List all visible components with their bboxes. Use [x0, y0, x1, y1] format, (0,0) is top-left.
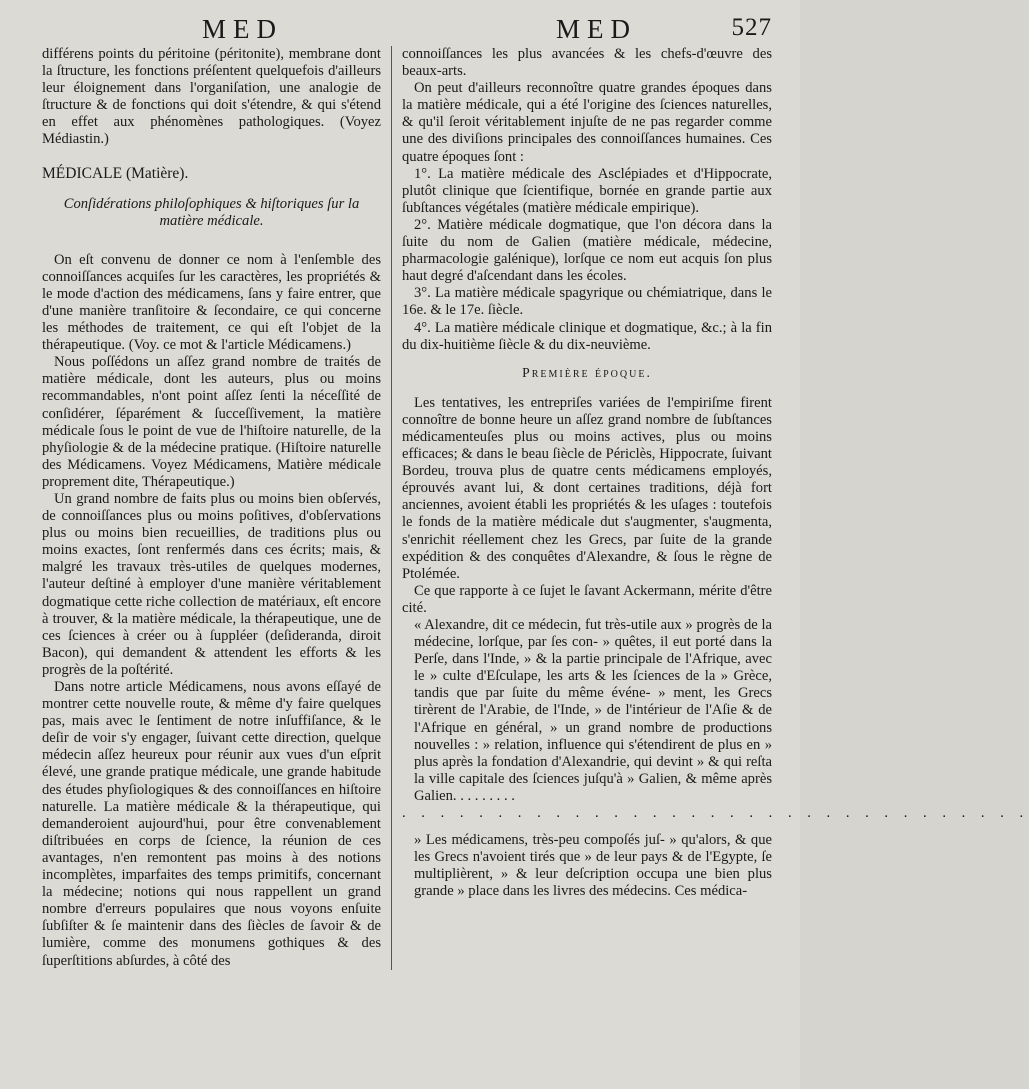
header-left: MED: [202, 14, 283, 44]
paragraph: Un grand nombre de faits plus ou moins bien obſervés, de connoiſſances plus ou moins poſitives, d'obſervations plus ou moins bien recueillies, de traditions plus ou moins exactes, ſont renfermés dans ces écrits; mais, & malgré les travaux très-utiles de quelques modernes, l'auteur deſtiné à employer d'une manière véritablement dogmatique cette riche collection de matériaux, eſt encore à trouver, & la matière médicale, la thérapeutique, une de ces ſciences à créer ou à ſuppléer (deſideranda, diroit Bacon), qui demandent & attendent les efforts & les progrès de la poſtérité.: [42, 490, 381, 678]
section-title: MÉDICALE (Matière).: [42, 164, 189, 182]
paragraph: On eſt convenu de donner ce nom à l'enſemble des connoiſſances acquiſes ſur les caractères, les propriétés & le mode d'action des médicamens, ſans y faire entrer, que d'une manière tranſitoire & ſecondaire, ce qui concerne les méthodes de traitement, ce qui eſt l'objet de la thérapeutique. (Voy. ce mot & l'article Médicamens.): [42, 251, 381, 354]
epoch-item: 4°. La matière médicale clinique et dogmatique, &c.; à la fin du dix-huitième ſiècle & du dix-neuvième.: [402, 319, 772, 353]
left-column: [42, 46, 391, 970]
epoch-item: 3°. La matière médicale spagyrique ou chémiatrique, dans le 16e. & le 17e. ſiècle.: [402, 285, 772, 319]
section-subtitle: Conſidérations philoſophiques & hiſtoriques ſur la matière médicale.: [63, 195, 360, 229]
epoch-item: 2°. Matière médicale dogmatique, que l'on décora dans la ſuite du nom de Galien (matière médicale, médecine, pharmacologie galénique), lorſque ce nom eut acquis ſon plus haut degré d'aſcendant dans les écoles.: [402, 216, 772, 285]
paragraph: différens points du péritoine (péritonite), membrane dont la ſtructure, les fonctions préſentent quelquefois d'ailleurs leur éloignement dans l'organiſation, une analogie de ſtructure & de fonctions qui doit s'étendre, & qui s'étend en effet aux phénomènes pathologiques. (Voyez Médiastin.): [42, 46, 381, 148]
running-header: [42, 12, 772, 46]
paragraph: Ce que rapporte à ce ſujet le ſavant Ackermann, mérite d'être cité.: [402, 582, 772, 616]
epoch-item: 1°. La matière médicale des Asclépiades et d'Hippocrate, plutôt clinique que ſcientifique, bornée en grande partie aux ſubſtances végétales (matière médicale empirique).: [402, 165, 772, 216]
paragraph: connoiſſances les plus avancées & les chefs-d'œuvre des beaux-arts.: [402, 46, 772, 80]
epoch-heading: Première époque.: [522, 364, 652, 380]
ellipsis-line: . . . . . . . . . . . . . . . . . . . . . . . . . . . . . . . . .: [402, 805, 1029, 822]
spacer: [402, 822, 772, 832]
quotation: » Les médicamens, très-peu compoſés juſ- » qu'alors, & que les Grecs n'avoient tirés que » de leur pays & de l'Egypte, ſe multiplièrent, » & leur deſcription occupa une bien plus grande » place dans les livres des médecins. Ces médica-: [414, 832, 772, 900]
paragraph: Nous poſſédons un aſſez grand nombre de traités de matière médicale, dont les auteurs, plus ou moins recommandables, n'ont point aſſez ſenti la néceſſité de conſidérer, ſéparément & ſucceſſivement, la matière médicale ſous le point de vue de l'hiſtoire naturelle, de la phyſiologie & de la médecine pratique. (Hiſtoire naturelle des Médicamens. Voyez Médicamens, Matière médicale proprement dite, Thérapeutique.): [42, 354, 381, 490]
quotation: « Alexandre, dit ce médecin, fut très-utile aux » progrès de la médecine, lorſque, par ſes con- » quêtes, il eut porté dans la Perſe, dans l'Inde, » & la partie principale de l'Afrique, avec le » culte d'Eſculape, les arts & les ſciences de la » Grèce, tandis que par ſuite du même événe- » ment, les Grecs tirèrent de l'Arabie, de l'Inde, » de l'intérieur de l'Aſie & de l'Afrique en général, » un grand nombre de productions nouvelles : » relation, influence qui s'étendirent de plus en » plus après la fondation d'Alexandrie, qui devint » & qui reſta la ville capitale des ſciences juſqu'à » Galien, & même après Galien. . . . . . . . .: [414, 617, 772, 804]
paragraph: On peut d'ailleurs reconnoître quatre grandes époques dans la matière médicale, qui a été l'origine des ſciences naturelles, & qu'il ſeroit véritablement injuſte de ne pas regarder comme une des diviſions principales des connoiſſances humaines. Ces quatre époques ſont :: [402, 80, 772, 165]
header-right: MED: [556, 14, 637, 44]
two-column-body: [42, 46, 1029, 970]
right-column: [392, 46, 1029, 970]
page-number: 527: [731, 14, 772, 41]
paragraph: Dans notre article Médicamens, nous avons eſſayé de montrer cette nouvelle route, & même d'y faire quelques pas, mais avec le ſentiment de notre inſuffiſance, & le deſir de voir s'y engager, ſuivant cette direction, quelque médecin aſſez heureux pour réunir aux vues d'un eſprit élevé, une grande pratique médicale, une grande habitude des études phyſiologiques & des connoiſſances en hiſtoire naturelle. La matière médicale & la thérapeutique, qui demanderoient aujourd'hui, pour être convenablement diſtribuées en corps de ſcience, la réunion de ces avantages, n'en remontent pas moins à des notions incomplètes, imparfaites des temps primitifs, concernant la médecine; notions qui nous rappellent un grand nombre d'erreurs populaires que nous voyons enſuite ſubſiſter & ſe maintenir dans des ſiècles de ſavoir & de lumière, comme des monumens gothiques & des ſuperſtitions abſurdes, à côté des: [42, 679, 381, 969]
paragraph: Les tentatives, les entrepriſes variées de l'empiriſme firent connoître de bonne heure un aſſez grand nombre de ſubſtances médicamenteuſes plus ou moins actives, plus ou moins efficaces; & dans le beau ſiècle de Périclès, Hippocrate, ſuivant Bordeu, trouva plus de quatre cents médicamens employés, éprouvés avant lui, & dont certaines traditions, déjà fort anciennes, avoient établi les propriétés & les uſages : toutefois le fonds de la matière médicale dut s'augmenter, s'augmenta, s'enrichit réellement chez les Grecs, par ſuite de la grande expédition & des conquêtes d'Alexandre, & ſous le règne de Ptolémée.: [402, 394, 772, 582]
